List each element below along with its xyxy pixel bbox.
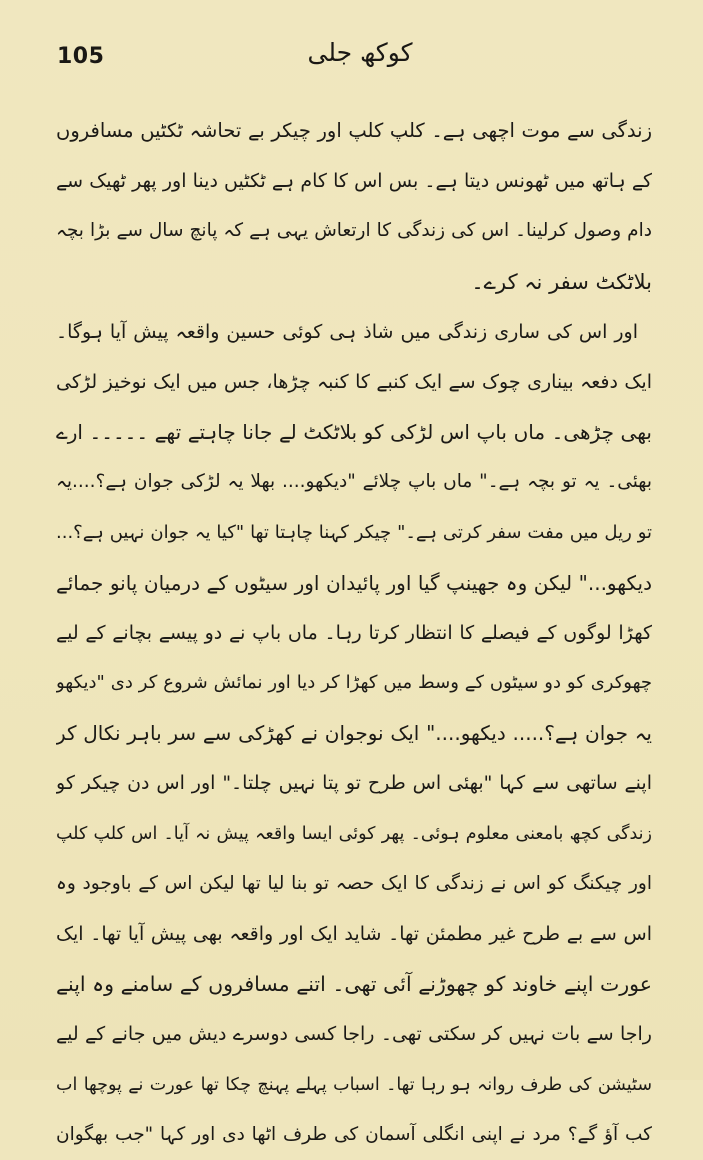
text-line: راجا سے بات نہیں کر سکتی تھی۔ راجا کسی دوسرے دیش میں جانے کے لیے — [56, 1023, 652, 1046]
text-line: تو ریل میں مفت سفر کرتی ہے۔" چیکر کہنا چاہتا تھا "کیا یہ جوان نہیں ہے؟... — [56, 521, 652, 543]
text-line: کب آؤ گے؟ مرد نے اپنی انگلی آسمان کی طرف اٹھا دی اور کہا "جب بھگوان — [56, 1123, 652, 1145]
text-line: بھی چڑھی۔ ماں باپ اس لڑکی کو بلاٹکٹ لے جانا چاہتے تھے ۔۔۔۔۔ ارے — [56, 420, 652, 445]
text-line: بلاٹکٹ سفر نہ کرے۔ — [471, 269, 652, 294]
text-line: چھوکری کو دو سیٹوں کے وسط میں کھڑا کر دیا اور نمائش شروع کر دی "دیکھو — [56, 672, 652, 694]
text-line: کے ہاتھ میں ٹھونس دیتا ہے۔ بس اس کا کام ہے ٹکٹیں دینا اور پھر ٹھیک سے — [56, 170, 652, 193]
text-line: عورت اپنے خاوند کو چھوڑنے آئی تھی۔ اتنے مسافروں کے سامنے وہ اپنے — [56, 972, 652, 997]
text-line: زندگی کچھ بامعنی معلوم ہوئی۔ پھر کوئی ایسا واقعہ پیش نہ آیا۔ اس کلپ کلپ — [56, 823, 652, 844]
text-line: یہ جوان ہے؟..... دیکھو...." ایک نوجوان نے کھڑکی سے سر باہر نکال کر — [56, 721, 652, 746]
text-line: دیکھو..." لیکن وہ جھینپ گیا اور پائیدان اور سیٹوں کے درمیان پانو جمائے — [56, 570, 652, 595]
text-line: کھڑا لوگوں کے فیصلے کا انتظار کرتا رہا۔ ماں باپ نے دو پیسے بچانے کے لیے — [56, 621, 652, 644]
page-number: 105 — [57, 44, 105, 69]
text-line: اور چیکنگ کو اس نے زندگی کا ایک حصہ تو بنا لیا تھا لیکن اس کے باوجود وہ — [56, 872, 652, 894]
text-line: ایک دفعہ بیناری چوک سے ایک کنبے کا کنبہ چڑھا، جس میں ایک نوخیز لڑکی — [56, 370, 652, 393]
text-line: اپنے ساتھی سے کہا "بھئی اس طرح تو پتا نہیں چلتا۔" اور اس دن چیکر کو — [56, 772, 652, 795]
text-line: اور اس کی ساری زندگی میں شاذ ہی کوئی حسین واقعہ پیش آیا ہوگا۔ — [56, 320, 638, 343]
running-title: کوکھ جلی — [307, 38, 413, 67]
text-line: بھئی۔ یہ تو بچہ ہے۔" ماں باپ چلائے "دیکھو.... بھلا یہ لڑکی جوان ہے؟....یہ — [56, 471, 652, 493]
text-line: زندگی سے موت اچھی ہے۔ کلپ کلپ اور چیکر بے تحاشہ ٹکٹیں مسافروں — [56, 119, 652, 142]
text-line: دام وصول کرلینا۔ اس کی زندگی کا ارتعاش یہی ہے کہ پانچ سال سے بڑا بچہ — [56, 220, 652, 242]
text-line: سٹیشن کی طرف روانہ ہو رہا تھا۔ اسباب پہلے پہنچ چکا تھا عورت نے پوچھا اب — [56, 1074, 652, 1095]
body-text — [56, 106, 652, 1160]
text-line: اس سے بے طرح غیر مطمئن تھا۔ شاید ایک اور واقعہ بھی پیش آیا تھا۔ ایک — [56, 923, 652, 945]
